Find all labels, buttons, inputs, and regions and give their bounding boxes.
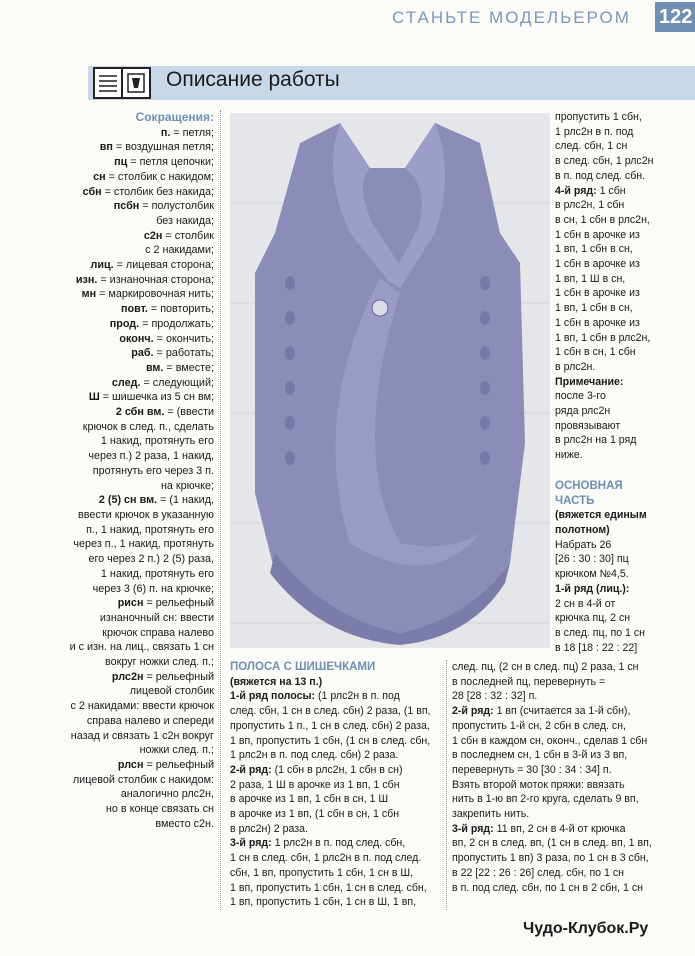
text-line — [0, 185, 214, 200]
abbreviations-list — [0, 126, 214, 832]
text-segment: пропустить 1-й сн, 2 сбн в след. сн, — [452, 719, 626, 732]
text-segment: после 3-го — [555, 390, 606, 403]
text-segment: 1 накид, протянуть его — [100, 567, 214, 580]
text-segment: назад и связать 1 с2н вокруг — [70, 729, 214, 742]
bold-term: 2 (5) сн вм. — [98, 494, 158, 507]
text-segment: = столбик — [162, 229, 214, 242]
bold-term: рисн — [117, 597, 144, 610]
text-line — [0, 420, 214, 435]
text-segment: в след. пц, по 1 сн — [555, 626, 646, 639]
text-segment: и с изн. на лиц., связать 1 сн — [69, 641, 214, 654]
main-part-instructions-continued — [452, 660, 652, 895]
text-segment: ножки след. п.; — [139, 744, 214, 757]
bold-term: пц — [114, 156, 128, 169]
text-segment: = окончить; — [153, 332, 214, 345]
text-line — [555, 552, 665, 567]
text-line — [452, 792, 652, 807]
text-segment: = (1 накид, — [157, 494, 214, 507]
text-segment: [26 : 30 : 30] пц — [555, 553, 629, 566]
text-segment: в рлс2н на 1 ряд — [555, 434, 637, 447]
text-line — [555, 272, 665, 287]
bold-term: 3-й ряд: — [230, 837, 272, 850]
text-segment: справа налево и спереди — [86, 714, 214, 727]
text-line — [230, 719, 442, 734]
footer-watermark: Чудо-Клубок.Ру — [523, 920, 649, 937]
text-line — [0, 655, 214, 670]
text-segment: 1 сбн в сн, 1 сбн — [555, 346, 636, 359]
text-segment: через п., 1 накид, протянуть — [73, 538, 214, 551]
main-part-heading-2: ЧАСТЬ — [555, 494, 595, 507]
text-line — [555, 641, 665, 656]
text-line — [0, 582, 214, 597]
text-line — [0, 802, 214, 817]
text-line — [555, 523, 665, 538]
text-segment: ряда рлс2н — [555, 405, 611, 418]
text-line — [0, 523, 214, 538]
text-segment: 1 рлс2н в п. под след. сбн, — [271, 837, 406, 850]
text-segment: в рлс2н, 1 сбн — [555, 199, 625, 212]
text-line — [0, 552, 214, 567]
text-segment: 1 рлс2н в п. под — [555, 125, 634, 138]
main-part-continued-column — [452, 660, 652, 895]
text-segment: след. сбн, 1 сн в след. сбн) 2 раза, (1 вп, — [230, 705, 431, 718]
text-line — [0, 508, 214, 523]
text-line — [452, 689, 652, 704]
text-segment: в арочке из 1 вп, (1 сбн в сн, 1 сбн — [230, 808, 400, 821]
text-line — [0, 229, 214, 244]
text-segment: след. сбн, 1 сн — [555, 140, 628, 153]
abbreviations-heading: Сокращения: — [135, 110, 214, 124]
bold-term: изн. — [75, 273, 98, 286]
text-line — [452, 748, 652, 763]
text-segment: с 2 накидами: ввести крючок — [70, 700, 214, 713]
text-line — [555, 242, 665, 257]
text-line — [230, 748, 442, 763]
text-line — [555, 228, 665, 243]
text-line — [0, 140, 214, 155]
text-line — [555, 508, 665, 523]
text-segment: крючка пц, 2 сн — [555, 612, 631, 625]
text-line — [230, 895, 442, 910]
text-line — [555, 286, 665, 301]
text-segment: = (ввести — [164, 406, 214, 419]
text-line — [452, 734, 652, 749]
text-segment: = полустолбик — [139, 200, 214, 213]
text-segment: крючком №4,5. — [555, 568, 629, 581]
text-line — [0, 743, 214, 758]
text-line — [230, 881, 442, 896]
text-line — [555, 433, 665, 448]
text-segment: в п. под след. сбн. — [555, 169, 646, 182]
text-line — [0, 170, 214, 185]
text-segment: 2 раза, 1 Ш в арочке из 1 вп, 1 сбн — [230, 778, 400, 791]
bold-term: с2н — [143, 229, 163, 242]
text-line — [0, 434, 214, 449]
text-line — [555, 567, 665, 582]
bold-term: рлс2н — [111, 670, 144, 683]
text-segment: (1 рлс2н в п. под — [315, 690, 400, 703]
text-line — [230, 851, 442, 866]
text-segment: пропустить 1 вп) 3 раза, по 1 сн в 3 сбн, — [452, 852, 649, 865]
bold-term: раб. — [131, 347, 154, 360]
text-segment: аналогично рлс2н, — [120, 788, 214, 801]
text-line — [0, 817, 214, 832]
text-segment: его через 2 п.) 2 (5) раза, — [88, 553, 214, 566]
text-line — [452, 778, 652, 793]
text-line — [0, 287, 214, 302]
text-segment: в сн, 1 сбн в рлс2н, — [555, 213, 650, 226]
text-line — [230, 836, 442, 851]
text-line — [230, 807, 442, 822]
text-segment: = вместе; — [163, 361, 214, 374]
text-line — [452, 836, 652, 851]
text-line — [0, 567, 214, 582]
text-line — [0, 317, 214, 332]
text-line — [230, 763, 442, 778]
page-title: Описание работы — [166, 68, 340, 91]
text-segment: крючок справа налево — [102, 626, 214, 639]
text-segment: = маркировочная нить; — [96, 288, 214, 301]
text-segment: 1 сбн в арочке из — [555, 258, 640, 271]
text-segment: но в конце связать сн — [105, 803, 214, 816]
strip-subheading: (вяжется на 13 п.) — [230, 675, 323, 688]
text-segment: вместо с2н. — [155, 817, 214, 830]
text-line — [555, 154, 665, 169]
strip-heading: ПОЛОСА С ШИШЕЧКАМИ — [230, 661, 376, 673]
text-segment: с 2 накидами; — [145, 244, 214, 257]
text-line — [555, 389, 665, 404]
text-segment: в 22 [22 : 26 : 26] след. сбн, по 1 сн — [452, 866, 624, 879]
vest-photo — [230, 113, 550, 648]
strip-instructions — [230, 689, 442, 910]
strip-instructions-continued — [555, 110, 665, 463]
text-line — [0, 611, 214, 626]
text-line — [0, 126, 214, 141]
bold-term: сн — [93, 170, 106, 183]
text-segment: через 3 (6) п. на крючке; — [92, 582, 214, 595]
text-line — [0, 714, 214, 729]
bold-term: сбн — [82, 185, 102, 198]
bold-term: Примечание: — [555, 375, 624, 388]
bold-term: оконч. — [119, 332, 154, 345]
bold-term: вп — [99, 141, 113, 154]
text-line — [452, 881, 652, 896]
text-segment: ввести крючок в указанную — [77, 508, 214, 521]
text-segment: 28 [28 : 32 : 32] п. — [452, 690, 538, 703]
text-line — [0, 684, 214, 699]
text-segment: 1 сн в след. сбн, 1 рлс2н в п. под след. — [230, 852, 422, 865]
text-line — [555, 419, 665, 434]
text-line — [0, 729, 214, 744]
text-segment: = рельефный — [143, 670, 214, 683]
bold-term: псбн — [113, 200, 140, 213]
text-line — [230, 734, 442, 749]
text-line — [452, 763, 652, 778]
text-line — [555, 184, 665, 199]
bold-term: 2-й ряд: — [452, 705, 494, 718]
text-line — [555, 360, 665, 375]
column-divider — [220, 110, 221, 910]
text-segment: 1 сбн — [596, 184, 626, 197]
text-line — [0, 361, 214, 376]
text-line — [452, 660, 652, 675]
text-line — [0, 640, 214, 655]
text-segment: Взять второй моток пряжи: ввязать — [452, 778, 625, 791]
notebook-icon — [92, 64, 152, 102]
text-line — [230, 704, 442, 719]
text-segment: через п.) 2 раза, 1 накид, — [88, 450, 214, 463]
bold-term: лиц. — [90, 259, 114, 272]
text-line — [555, 213, 665, 228]
bold-term: (вяжется единым — [555, 509, 647, 522]
text-line — [555, 345, 665, 360]
text-segment: в последнем сн, 1 сбн в 3-й из 3 вп, — [452, 749, 628, 762]
text-line — [230, 866, 442, 881]
bold-term: 1-й ряд (лиц.): — [555, 582, 630, 595]
text-segment: в след. сбн, 1 рлс2н — [555, 155, 654, 168]
text-segment: 1 сбн в арочке из — [555, 287, 640, 300]
text-line — [230, 792, 442, 807]
text-segment: в рлс2н) 2 раза. — [230, 822, 308, 835]
text-segment: пропустить 1 п., 1 сн в след. сбн) 2 раза, — [230, 719, 430, 732]
text-line — [0, 537, 214, 552]
text-line — [0, 596, 214, 611]
bold-term: 4-й ряд: — [555, 184, 597, 197]
section-title: СТАНЬТЕ МОДЕЛЬЕРОМ — [392, 8, 631, 27]
bold-term: 2-й ряд: — [230, 763, 272, 776]
abbreviations-column — [0, 110, 214, 831]
bold-term: вм. — [145, 361, 164, 374]
text-line — [452, 704, 652, 719]
text-line — [555, 169, 665, 184]
text-segment: 1 вп, 1 сбн в сн, — [555, 302, 633, 315]
bold-term: повт. — [120, 303, 148, 316]
text-line — [555, 611, 665, 626]
text-segment: п., 1 накид, протянуть его — [86, 523, 214, 536]
text-line — [555, 331, 665, 346]
text-line — [555, 316, 665, 331]
bold-term: 1-й ряд полосы: — [230, 690, 316, 703]
text-line — [555, 404, 665, 419]
text-segment: = столбик без накида; — [101, 185, 214, 198]
text-line — [230, 778, 442, 793]
text-segment: след. пц, (2 сн в след. пц) 2 раза, 1 сн — [452, 661, 639, 673]
bold-term: 3-й ряд: — [452, 822, 494, 835]
text-line — [555, 198, 665, 213]
text-line — [0, 243, 214, 258]
bold-term: мн — [81, 288, 97, 301]
text-line — [555, 125, 665, 140]
text-line — [0, 405, 214, 420]
text-line — [0, 332, 214, 347]
text-line — [452, 807, 652, 822]
text-segment: провязывают — [555, 419, 621, 432]
text-segment: изнаночный сн: ввести — [99, 611, 214, 624]
text-segment: в рлс2н. — [555, 360, 596, 373]
text-line — [555, 375, 665, 390]
text-line — [452, 719, 652, 734]
bold-term: рлсн — [117, 758, 144, 771]
text-segment: 2 сн в 4-й от — [555, 597, 616, 610]
text-segment: = рельефный — [143, 597, 214, 610]
text-line — [230, 822, 442, 837]
text-segment: нить в 1-ю вп 2-го круга, сделать 9 вп, — [452, 793, 639, 806]
text-segment: = рельефный — [143, 758, 214, 771]
text-segment: сбн, 1 вп, пропустить 1 сбн, 1 сн в Ш, — [230, 866, 414, 879]
text-line — [0, 449, 214, 464]
text-segment: = следующий; — [140, 376, 214, 389]
text-segment: в 18 [18 : 22 : 22] — [555, 641, 638, 654]
text-segment: = изнаночная сторона; — [97, 273, 214, 286]
text-line — [0, 390, 214, 405]
main-part-heading-1: ОСНОВНАЯ — [555, 479, 623, 492]
text-segment: 1 вп (считается за 1-й сбн), — [493, 705, 631, 718]
text-segment: = петля цепочки; — [127, 156, 214, 169]
text-line — [0, 479, 214, 494]
text-line — [0, 376, 214, 391]
text-segment: перевернуть = 30 [30 : 34 : 34] п. — [452, 763, 612, 776]
text-line — [0, 214, 214, 229]
text-segment: 1 сбн в арочке из — [555, 316, 640, 329]
text-segment: 11 вп, 2 сн в 4-й от крючка — [493, 822, 626, 835]
text-line — [0, 758, 214, 773]
text-line — [555, 582, 665, 597]
text-segment: 1 вп, 1 сбн в рлс2н, — [555, 331, 651, 344]
right-column — [555, 110, 665, 655]
text-line — [555, 597, 665, 612]
text-segment: вп, 2 сн в след. вп, (1 сн в след. вп, 1 вп, — [452, 837, 652, 850]
bold-term: след. — [111, 376, 141, 389]
text-segment: в последней пц, перевернуть = — [452, 675, 606, 688]
text-line — [0, 258, 214, 273]
text-segment: 1 накид, протянуть его — [100, 435, 214, 448]
text-segment: = шишечка из 5 сн вм; — [99, 391, 214, 404]
text-segment: на крючке; — [160, 479, 214, 492]
text-line — [230, 689, 442, 704]
text-line — [452, 866, 652, 881]
text-segment: пропустить 1 сбн, — [555, 111, 642, 123]
text-line — [0, 626, 214, 641]
column-divider — [446, 660, 447, 910]
text-segment: 1 вп, пропустить 1 сбн, 1 сн в след. сбн, — [230, 881, 427, 894]
text-line — [555, 139, 665, 154]
text-segment: 1 вп, пропустить 1 сбн, (1 сн в след. сбн, — [230, 734, 431, 747]
text-segment: = столбик с накидом; — [105, 170, 214, 183]
text-line — [0, 302, 214, 317]
text-line — [555, 448, 665, 463]
text-segment: = продолжать; — [139, 317, 214, 330]
bold-term: прод. — [109, 317, 140, 330]
text-segment: крючок в след. п., сделать — [82, 420, 214, 433]
text-line — [555, 110, 665, 125]
text-segment: 1 сбн в арочке из — [555, 228, 640, 241]
text-line — [555, 538, 665, 553]
bold-term: Ш — [88, 391, 100, 404]
text-segment: 1 вп, 1 Ш в сн, — [555, 272, 626, 285]
text-segment: = лицевая сторона; — [113, 259, 214, 272]
text-line — [0, 493, 214, 508]
text-line — [0, 155, 214, 170]
text-line — [0, 670, 214, 685]
text-segment: в п. под след. сбн, по 1 сн в 2 сбн, 1 сн — [452, 881, 644, 894]
text-segment: Набрать 26 — [555, 538, 612, 551]
bold-term: полотном) — [555, 523, 610, 536]
main-part-instructions — [555, 508, 665, 655]
text-line — [452, 822, 652, 837]
text-segment: протянуть его через 3 п. — [92, 464, 214, 477]
text-segment: ниже. — [555, 449, 583, 462]
text-segment: = воздушная петля; — [112, 141, 214, 154]
bold-term: п. — [160, 126, 171, 139]
text-segment: = работать; — [153, 347, 214, 360]
text-line — [0, 199, 214, 214]
strip-column — [230, 660, 442, 910]
text-line — [452, 675, 652, 690]
bold-term: 2 сбн вм. — [115, 406, 165, 419]
text-segment: 1 вп, 1 сбн в сн, — [555, 243, 633, 256]
text-segment: 1 вп, пропустить 1 сбн, 1 сн в Ш, 1 вп, — [230, 896, 417, 909]
text-segment: 1 рлс2н в п. под след. сбн) 2 раза. — [230, 749, 399, 762]
text-line — [0, 464, 214, 479]
text-segment: лицевой столбик с накидом: — [72, 773, 214, 786]
text-segment: 1 сбн в каждом сн, оконч., сделав 1 сбн — [452, 734, 648, 747]
text-line — [0, 699, 214, 714]
text-line — [0, 346, 214, 361]
text-line — [555, 257, 665, 272]
text-segment: вокруг ножки след. п.; — [105, 656, 214, 669]
text-segment: без накида; — [156, 214, 214, 227]
text-segment: в арочке из 1 вп, 1 сбн в сн, 1 Ш — [230, 793, 389, 806]
text-line — [555, 626, 665, 641]
text-line — [0, 773, 214, 788]
text-line — [0, 787, 214, 802]
text-segment: лицевой столбик — [129, 685, 214, 698]
text-segment: = петля; — [170, 126, 214, 139]
text-line — [452, 851, 652, 866]
page-number: 122 — [655, 2, 695, 32]
text-line — [0, 273, 214, 288]
text-line — [555, 301, 665, 316]
text-segment: = повторить; — [147, 303, 214, 316]
text-segment: закрепить нить. — [452, 808, 530, 821]
text-segment: (1 сбн в рлс2н, 1 сбн в сн) — [271, 763, 403, 776]
